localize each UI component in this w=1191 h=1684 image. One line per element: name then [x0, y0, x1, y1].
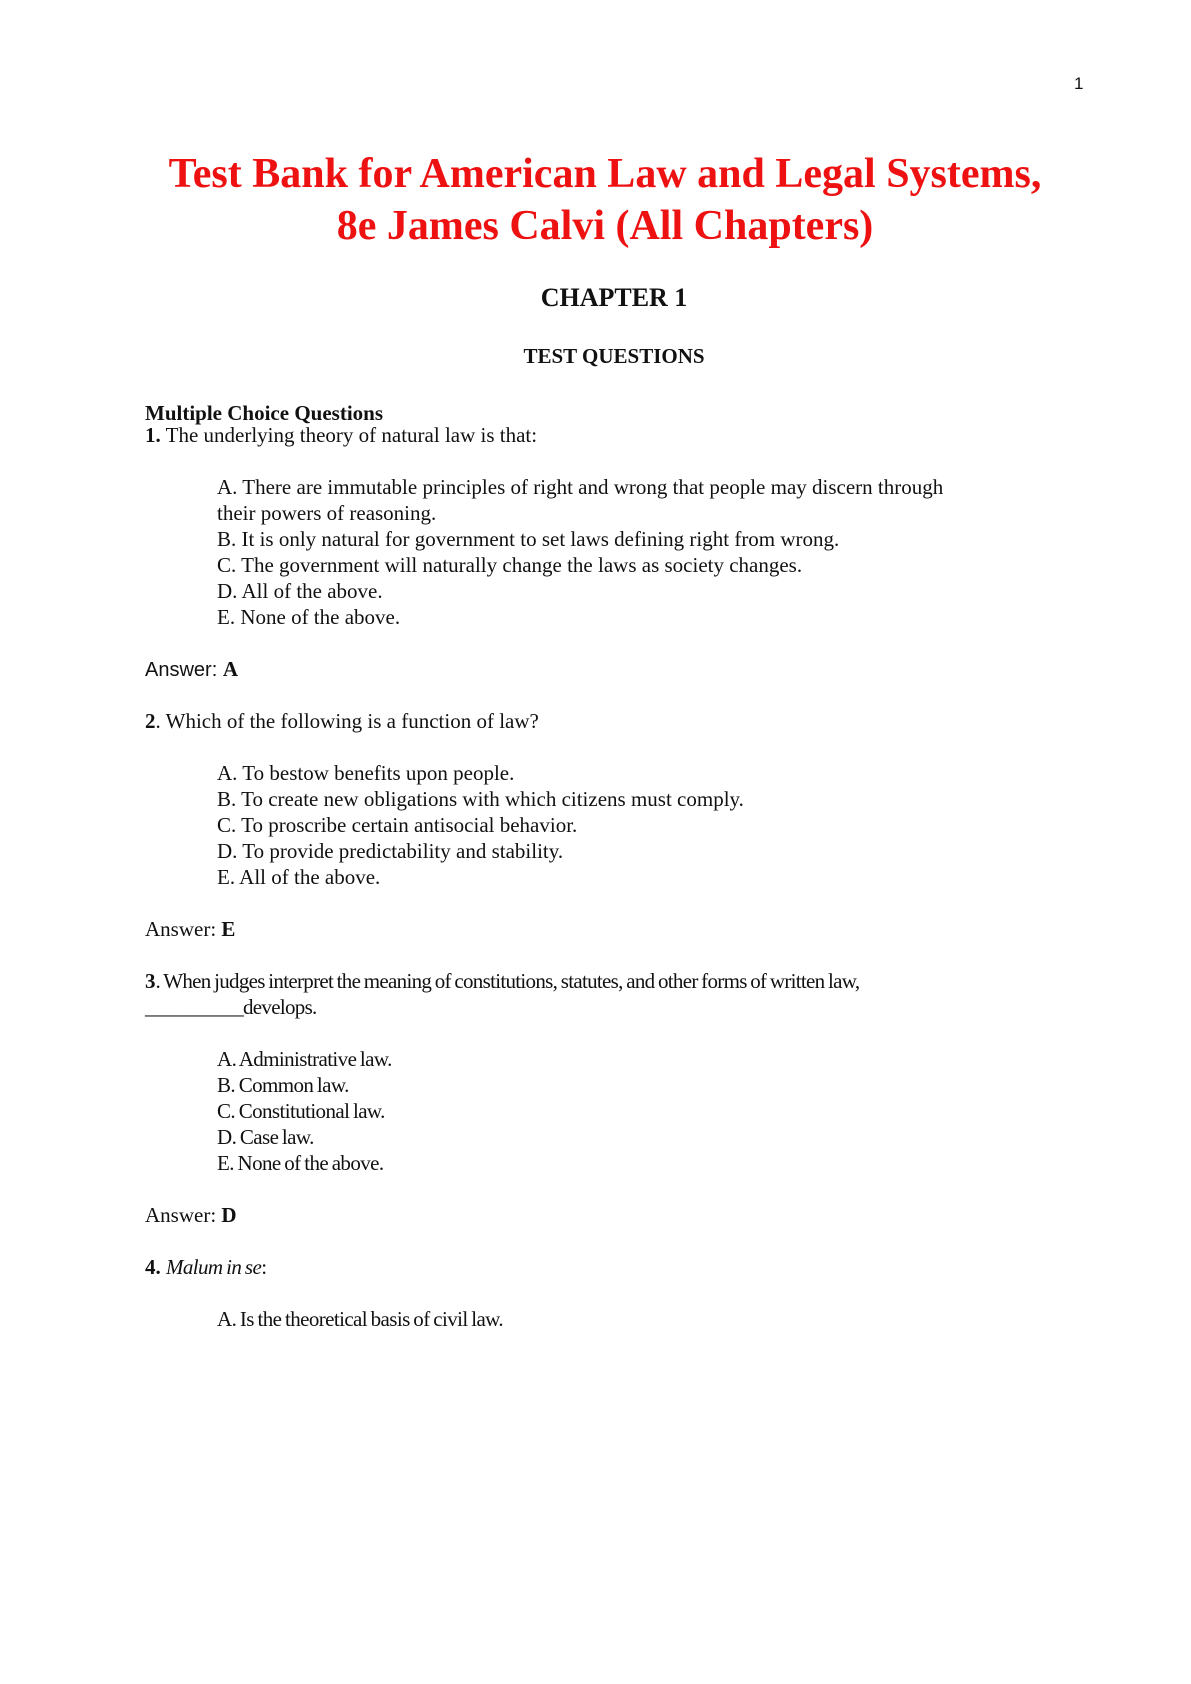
- question-3-option-c: C. Constitutional law.: [217, 1099, 385, 1123]
- question-text: The underlying theory of natural law is that:: [160, 423, 538, 447]
- question-number: 3: [145, 969, 156, 993]
- question-3: [145, 968, 859, 995]
- question-2-option-d: D. To provide predictability and stability.: [217, 839, 564, 863]
- chapter-heading: CHAPTER 1: [540, 283, 688, 312]
- question-1-option-a-continued: their powers of reasoning.: [217, 501, 437, 525]
- question-1-option-a: A. There are immutable principles of right and wrong that people may discern through: [217, 475, 944, 499]
- question-2-option-a: A. To bestow benefits upon people.: [217, 761, 515, 785]
- answer-value: E: [221, 917, 236, 941]
- question-text: . When judges interpret the meaning of constitutions, statutes, and other forms of written law,: [155, 969, 860, 993]
- question-1-option-e: E. None of the above.: [217, 605, 401, 629]
- section-heading: TEST QUESTIONS: [523, 344, 705, 368]
- question-4-option-a: A. Is the theoretical basis of civil law.: [217, 1307, 504, 1331]
- question-2-option-e: E. All of the above.: [217, 865, 381, 889]
- question-number: 2: [145, 709, 156, 733]
- question-2-answer: [145, 916, 235, 943]
- answer-value: A: [222, 657, 238, 681]
- document-title: [140, 148, 1070, 252]
- question-3-option-e: E. None of the above.: [217, 1151, 384, 1175]
- document-title-line-2: 8e James Calvi (All Chapters): [336, 203, 874, 249]
- document-title-line-1: Test Bank for American Law and Legal Systems,: [168, 151, 1042, 197]
- question-text: Malum in se: [166, 1255, 262, 1279]
- question-3-option-b: B. Common law.: [217, 1073, 349, 1097]
- page-number: 1: [1074, 74, 1084, 93]
- question-4: [145, 1254, 267, 1281]
- question-text-suffix: :: [261, 1255, 268, 1279]
- multiple-choice-heading: Multiple Choice Questions: [145, 401, 384, 425]
- question-number: 4.: [145, 1255, 161, 1279]
- question-3-option-d: D. Case law.: [217, 1125, 314, 1149]
- question-1-option-c: C. The government will naturally change the laws as society changes.: [217, 553, 803, 577]
- answer-label: Answer:: [145, 917, 222, 941]
- question-3-answer: [145, 1202, 237, 1229]
- question-3-option-a: A. Administrative law.: [217, 1047, 392, 1071]
- question-1-option-b: B. It is only natural for government to set laws defining right from wrong.: [217, 527, 840, 551]
- question-text: . Which of the following is a function of law?: [155, 709, 539, 733]
- question-1: [145, 422, 537, 449]
- answer-label: Answer:: [145, 1203, 222, 1227]
- question-2-option-b: B. To create new obligations with which citizens must comply.: [217, 787, 744, 811]
- question-2-option-c: C. To proscribe certain antisocial behavior.: [217, 813, 578, 837]
- question-number: 1.: [145, 423, 161, 447]
- question-2: [145, 708, 539, 735]
- answer-label: Answer:: [145, 659, 223, 681]
- answer-value: D: [221, 1203, 237, 1227]
- question-3-blank-line: __________develops.: [145, 995, 317, 1019]
- question-1-answer: [145, 656, 238, 684]
- question-1-option-d: D. All of the above.: [217, 579, 383, 603]
